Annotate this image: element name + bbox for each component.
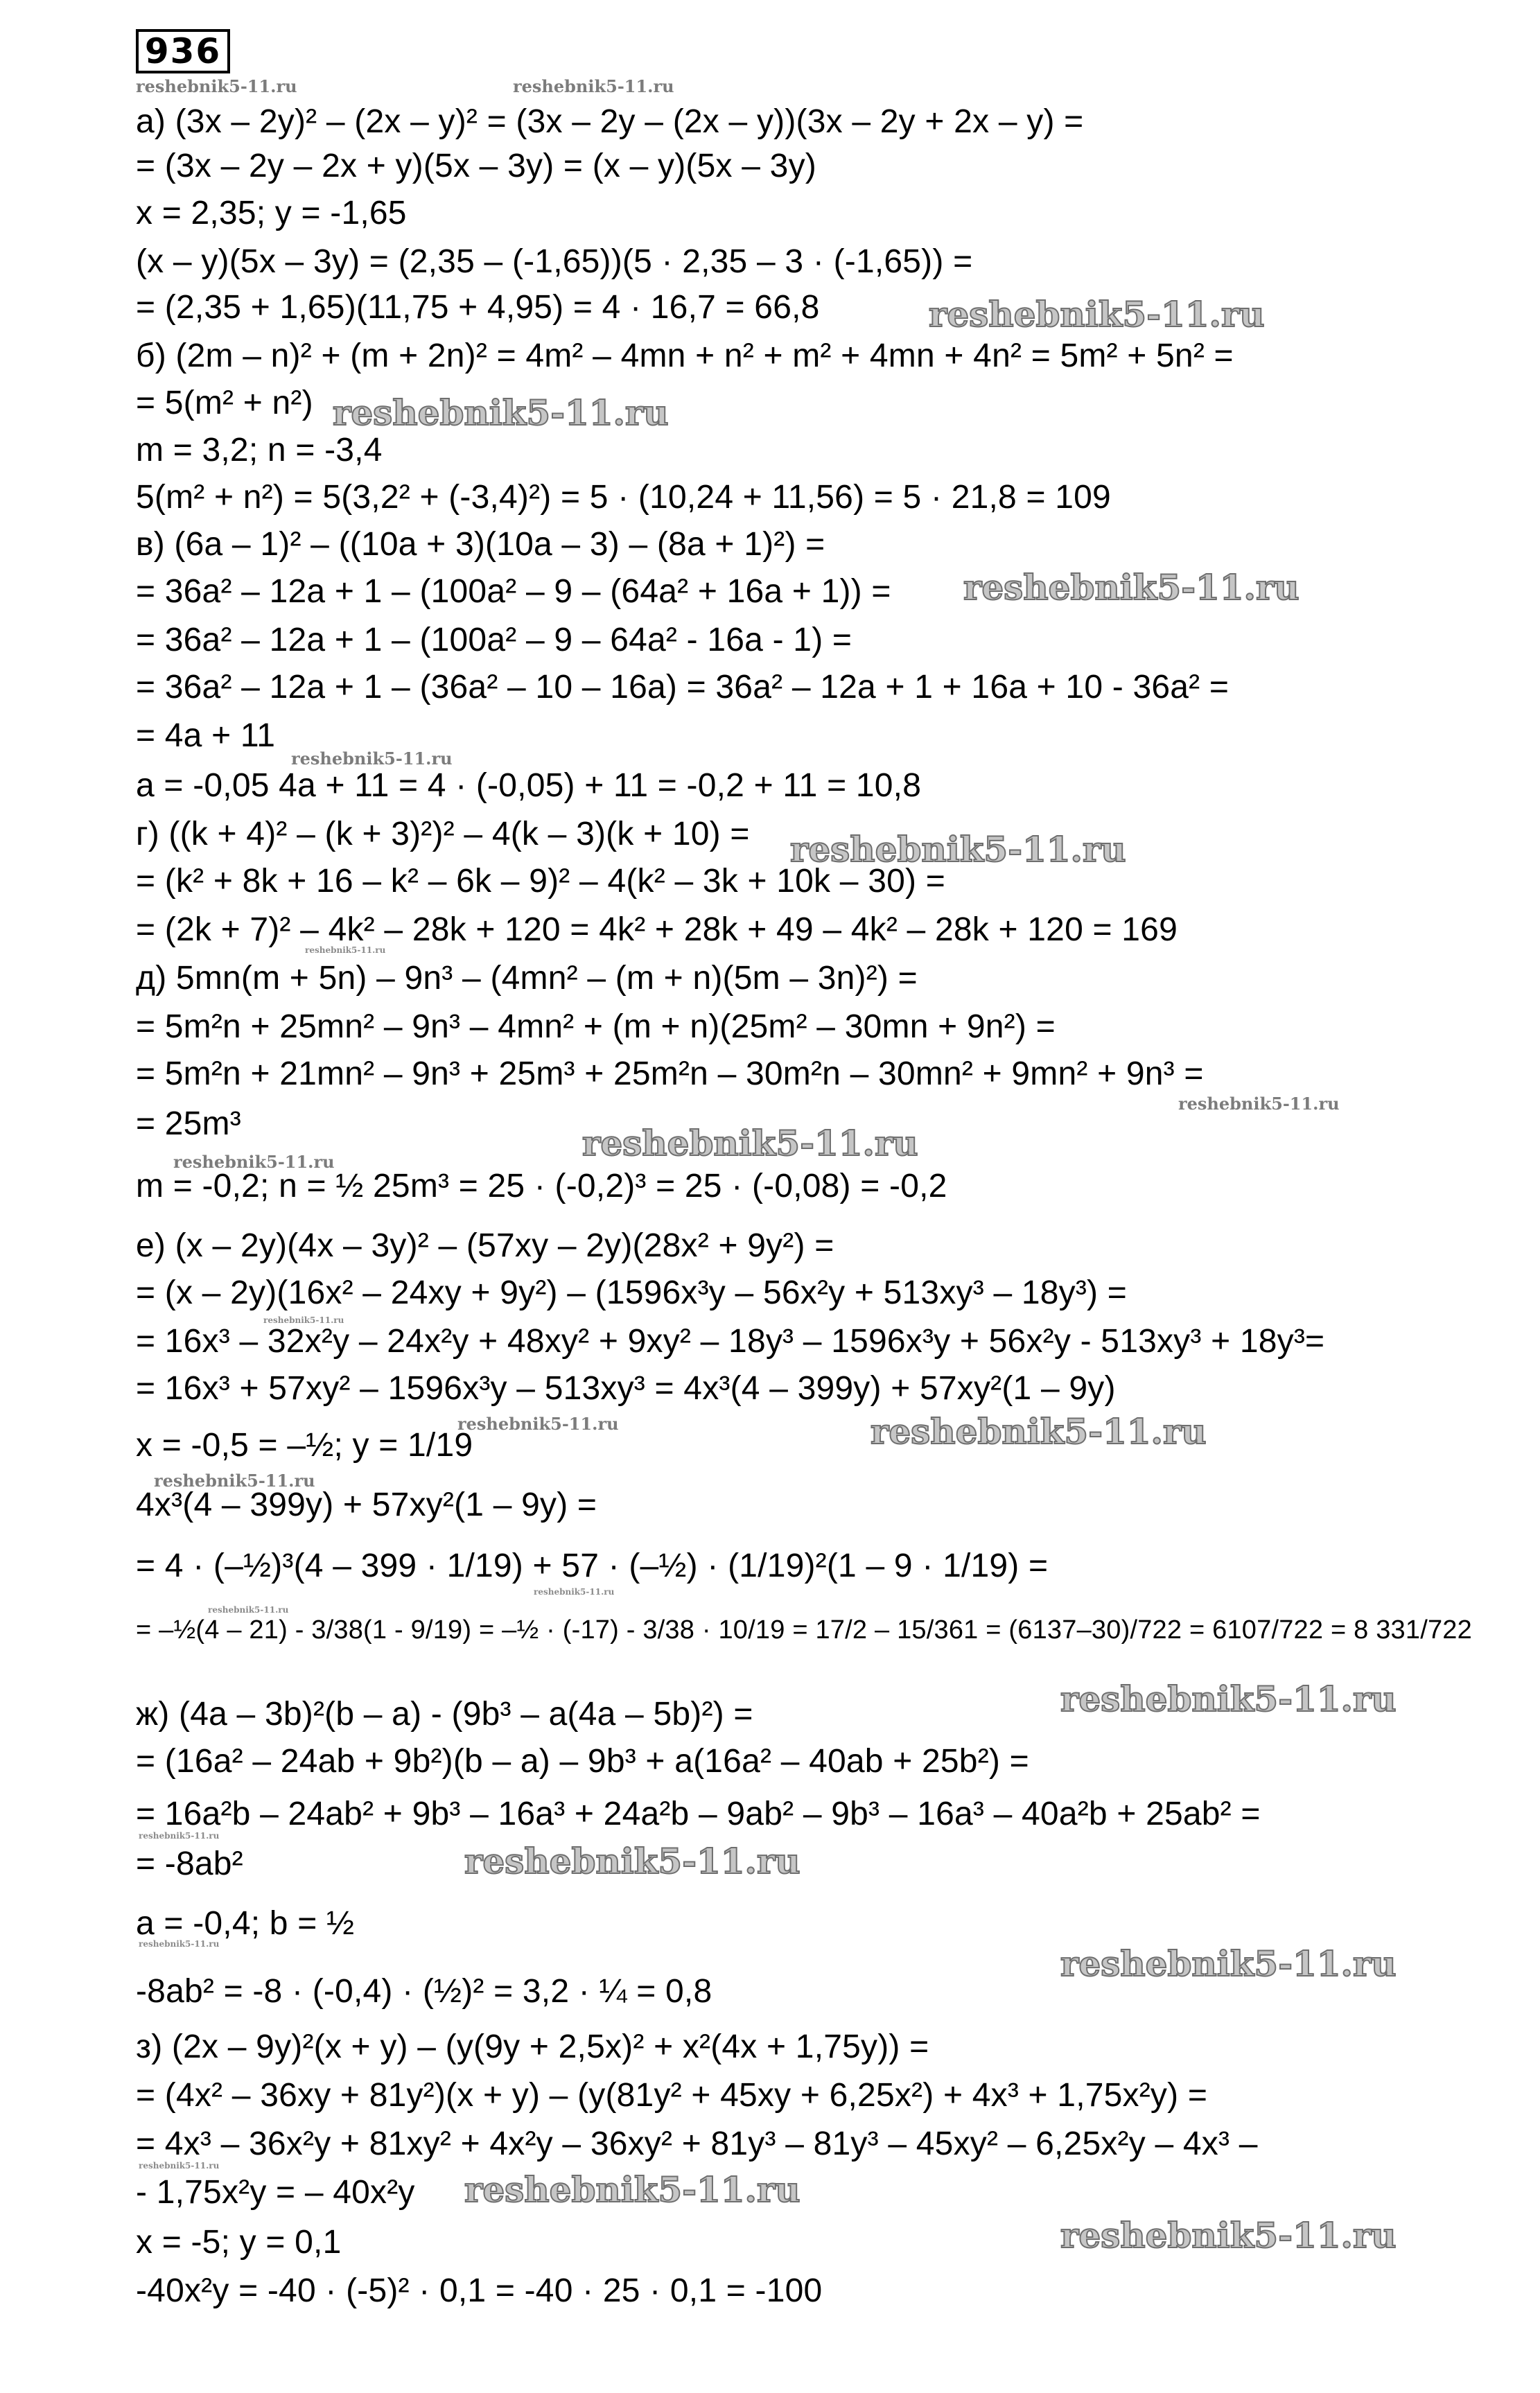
solution-line: = 4x³ – 36x²y + 81xy² + 4x²y – 36xy² + 81y³ – 81y³ – 45xy² – 6,25x²y – 4x³ – [136, 2125, 1258, 2162]
watermark: reshebnik5-11.ru [305, 945, 386, 955]
solution-line: = -8ab² [136, 1846, 243, 1882]
solution-line: = 25m³ [136, 1105, 241, 1142]
solution-line: а) (3x – 2y)² – (2x – y)² = (3x – 2y – (2x – y))(3x – 2y + 2x – y) = [136, 103, 1084, 140]
solution-line: = 4 · (–½)³(4 – 399 · 1/19) + 57 · (–½) · (1/19)²(1 – 9 · 1/19) = [136, 1548, 1049, 1584]
solution-line: г) ((k + 4)² – (k + 3)²)² – 4(k – 3)(k + 10) = [136, 816, 750, 852]
watermark: reshebnik5-11.ru [464, 2169, 800, 2210]
solution-line: з) (2x – 9y)²(x + y) – (y(9y + 2,5x)² + x²(4x + 1,75y)) = [136, 2028, 929, 2065]
solution-line: = 16x³ – 32x²y – 24x²y + 48xy² + 9xy² – 18y³ – 1596x³y + 56x²y - 513xy³ + 18y³= [136, 1323, 1325, 1360]
solution-line: = 5m²n + 21mn² – 9n³ + 25m³ + 25m²n – 30m²n – 30mn² + 9mn² + 9n³ = [136, 1055, 1204, 1092]
watermark: reshebnik5-11.ru [139, 1831, 220, 1841]
watermark: reshebnik5-11.ru [582, 1123, 918, 1164]
solution-line: x = -5; y = 0,1 [136, 2224, 342, 2261]
solution-line: m = 3,2; n = -3,4 [136, 432, 383, 468]
solution-line: = 36a² – 12a + 1 – (36a² – 10 – 16a) = 36a² – 12a + 1 + 16a + 10 - 36a² = [136, 669, 1230, 705]
solution-line: x = -0,5 = –½; y = 1/19 [136, 1427, 473, 1464]
solution-line: в) (6a – 1)² – ((10a + 3)(10a – 3) – (8a + 1)²) = [136, 526, 825, 563]
solution-line: = (3x – 2y – 2x + y)(5x – 3y) = (x – y)(5x – 3y) [136, 148, 816, 184]
solution-line: a = -0,05 4a + 11 = 4 · (-0,05) + 11 = -0,2 + 11 = 10,8 [136, 767, 922, 804]
solution-line: -40x²y = -40 · (-5)² · 0,1 = -40 · 25 · 0,1 = -100 [136, 2272, 823, 2309]
watermark: reshebnik5-11.ru [291, 748, 453, 769]
watermark: reshebnik5-11.ru [790, 829, 1126, 870]
solution-line: д) 5mn(m + 5n) – 9n³ – (4mn² – (m + n)(5m – 3n)²) = [136, 960, 918, 997]
solution-line: = –½(4 – 21) - 3/38(1 - 9/19) = –½ · (-17) - 3/38 · 10/19 = 17/2 – 15/361 = (6137–30)/722 = 6107/722 = 8 331/722 [136, 1615, 1472, 1645]
watermark: reshebnik5-11.ru [534, 1587, 615, 1597]
solution-line: a = -0,4; b = ½ [136, 1905, 355, 1942]
watermark: reshebnik5-11.ru [1060, 1678, 1397, 1719]
solution-line: = 5(m² + n²) [136, 385, 313, 421]
watermark: reshebnik5-11.ru [154, 1471, 315, 1491]
watermark: reshebnik5-11.ru [963, 567, 1300, 608]
watermark: reshebnik5-11.ru [136, 76, 297, 96]
solution-line: x = 2,35; y = -1,65 [136, 195, 407, 231]
watermark: reshebnik5-11.ru [464, 1841, 800, 1882]
solution-line: 5(m² + n²) = 5(3,2² + (-3,4)²) = 5 · (10,24 + 11,56) = 5 · 21,8 = 109 [136, 479, 1111, 516]
watermark: reshebnik5-11.ru [1060, 2215, 1397, 2256]
solution-line: = (2,35 + 1,65)(11,75 + 4,95) = 4 · 16,7 = 66,8 [136, 289, 820, 326]
watermark: reshebnik5-11.ru [208, 1605, 289, 1615]
watermark: reshebnik5-11.ru [173, 1152, 335, 1172]
problem-number: 936 [136, 29, 230, 73]
solution-line: = 4a + 11 [136, 717, 276, 754]
solution-line: б) (2m – n)² + (m + 2n)² = 4m² – 4mn + n² + m² + 4mn + 4n² = 5m² + 5n² = [136, 338, 1234, 374]
watermark: reshebnik5-11.ru [263, 1315, 344, 1325]
watermark: reshebnik5-11.ru [457, 1414, 619, 1434]
watermark: reshebnik5-11.ru [1178, 1094, 1340, 1114]
watermark: reshebnik5-11.ru [139, 2161, 220, 2171]
watermark: reshebnik5-11.ru [139, 1939, 220, 1949]
solution-line: - 1,75x²y = – 40x²y [136, 2174, 415, 2211]
solution-line: ж) (4a – 3b)²(b – a) - (9b³ – a(4a – 5b)²) = [136, 1696, 753, 1733]
watermark: reshebnik5-11.ru [333, 392, 669, 433]
solution-line: (x – y)(5x – 3y) = (2,35 – (-1,65))(5 · 2,35 – 3 · (-1,65)) = [136, 243, 973, 280]
watermark: reshebnik5-11.ru [870, 1411, 1207, 1452]
solution-line: = (x – 2y)(16x² – 24xy + 9y²) – (1596x³y – 56x²y + 513xy³ – 18y³) = [136, 1274, 1128, 1311]
solution-line: m = -0,2; n = ½ 25m³ = 25 · (-0,2)³ = 25 · (-0,08) = -0,2 [136, 1168, 947, 1204]
watermark: reshebnik5-11.ru [929, 294, 1265, 335]
solution-line: = (16a² – 24ab + 9b²)(b – a) – 9b³ + a(16a² – 40ab + 25b²) = [136, 1743, 1029, 1780]
watermark: reshebnik5-11.ru [513, 76, 674, 96]
solution-line: = 5m²n + 25mn² – 9n³ – 4mn² + (m + n)(25m² – 30mn + 9n²) = [136, 1008, 1056, 1045]
solution-line: = (k² + 8k + 16 – k² – 6k – 9)² – 4(k² – 3k + 10k – 30) = [136, 863, 945, 900]
solution-line: = 16x³ + 57xy² – 1596x³y – 513xy³ = 4x³(4 – 399y) + 57xy²(1 – 9y) [136, 1370, 1116, 1407]
solution-line: е) (x – 2y)(4x – 3y)² – (57xy – 2y)(28x² + 9y²) = [136, 1227, 834, 1264]
solution-line: -8ab² = -8 · (-0,4) · (½)² = 3,2 · ¼ = 0,8 [136, 1973, 712, 2010]
solution-line: = (4x² – 36xy + 81y²)(x + y) – (y(81y² + 45xy + 6,25x²) + 4x³ + 1,75x²y) = [136, 2077, 1208, 2114]
watermark: reshebnik5-11.ru [1060, 1943, 1397, 1984]
solution-line: = 16a²b – 24ab² + 9b³ – 16a³ + 24a²b – 9ab² – 9b³ – 16a³ – 40a²b + 25ab² = [136, 1796, 1261, 1832]
solution-line: = 36a² – 12a + 1 – (100a² – 9 – 64a² - 16a - 1) = [136, 622, 852, 658]
solution-line: = 36a² – 12a + 1 – (100a² – 9 – (64a² + 16a + 1)) = [136, 573, 891, 610]
solution-line: 4x³(4 – 399y) + 57xy²(1 – 9y) = [136, 1487, 597, 1523]
solution-line: = (2k + 7)² – 4k² – 28k + 120 = 4k² + 28k + 49 – 4k² – 28k + 120 = 169 [136, 911, 1178, 948]
